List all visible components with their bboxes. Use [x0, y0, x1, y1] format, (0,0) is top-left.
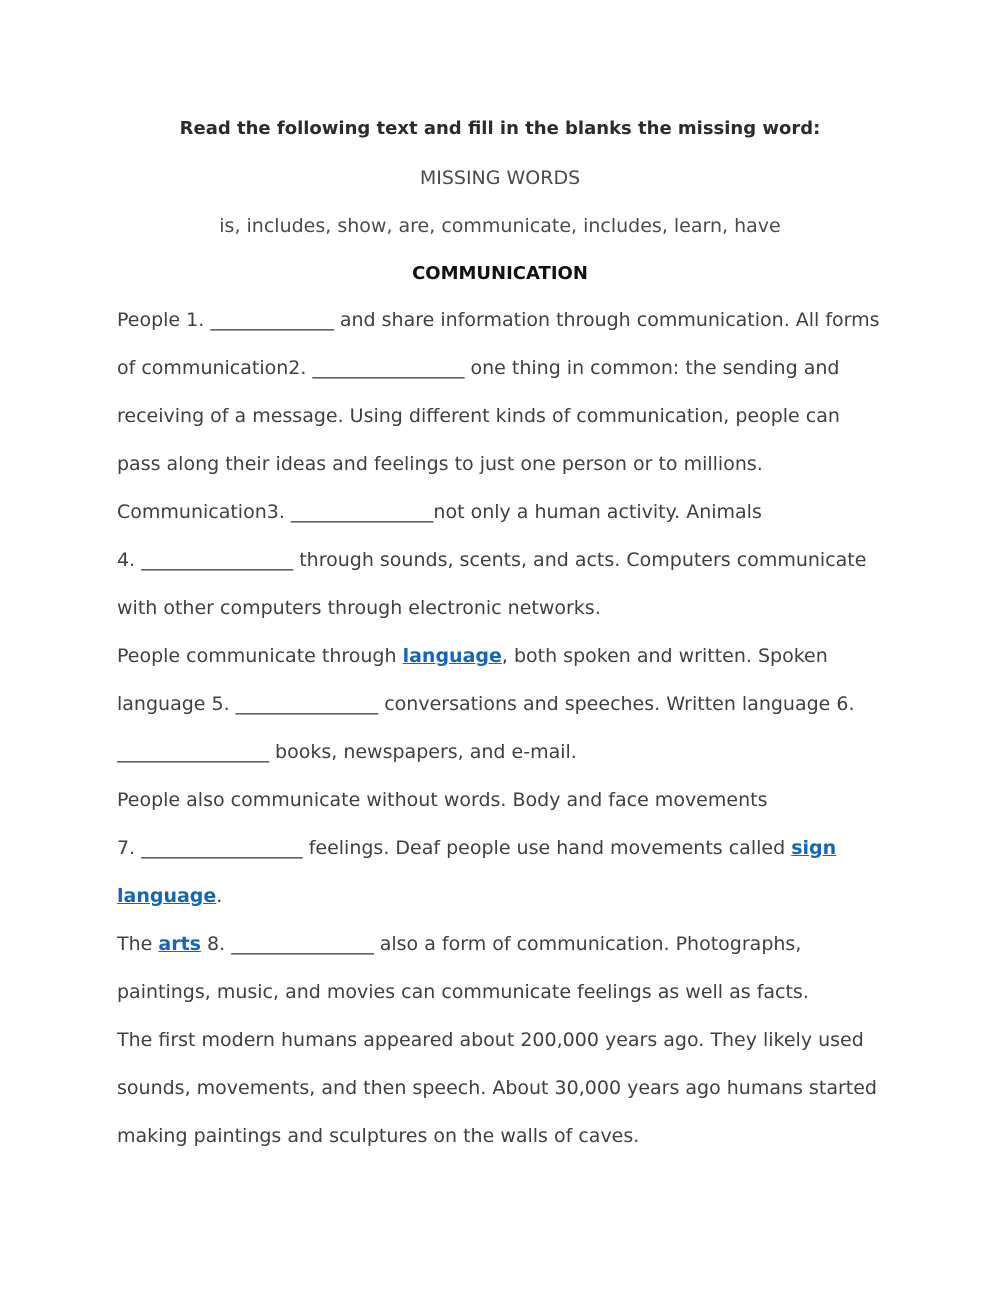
line14-pre: The	[117, 933, 159, 955]
text-line-10: ________________ books, newspapers, and e-mail.	[117, 741, 577, 763]
missing-words-heading: MISSING WORDS	[419, 167, 581, 189]
text-line-7: with other computers through electronic networks.	[117, 597, 601, 619]
text-line-5: Communication3. _______________not only a human activity. Animals	[117, 501, 762, 523]
text-line-16: The first modern humans appeared about 200,000 years ago. They likely used	[117, 1029, 864, 1051]
section-title: COMMUNICATION	[412, 263, 588, 284]
text-line-2: of communication2. ________________ one thing in common: the sending and	[117, 357, 840, 379]
text-line-13	[117, 883, 222, 909]
missing-words-list: is, includes, show, are, communicate, includes, learn, have	[219, 215, 781, 237]
text-line-4: pass along their ideas and feelings to just one person or to millions.	[117, 453, 763, 475]
text-line-11: People also communicate without words. Body and face movements	[117, 789, 768, 811]
text-line-14	[117, 931, 801, 957]
text-line-9: language 5. _______________ conversations and speeches. Written language 6.	[117, 693, 855, 715]
line13-post: .	[216, 885, 223, 907]
text-line-12	[117, 835, 836, 861]
text-line-1: People 1. _____________ and share information through communication. All forms	[117, 309, 880, 331]
arts-link[interactable]: arts	[158, 933, 201, 955]
text-line-17: sounds, movements, and then speech. About 30,000 years ago humans started	[117, 1077, 877, 1099]
instructions: Read the following text and fill in the blanks the missing word:	[179, 118, 821, 139]
language-link[interactable]: language	[402, 645, 502, 667]
text-line-18: making paintings and sculptures on the walls of caves.	[117, 1125, 640, 1147]
text-line-8	[117, 643, 828, 669]
text-line-6: 4. ________________ through sounds, scents, and acts. Computers communicate	[117, 549, 867, 571]
line14-post: 8. _______________ also a form of communication. Photographs,	[200, 933, 802, 955]
sign-language-link[interactable]: language	[117, 885, 217, 907]
line12-pre: 7. _________________ feelings. Deaf people use hand movements called	[117, 837, 792, 859]
text-line-15: paintings, music, and movies can communicate feelings as well as facts.	[117, 981, 809, 1003]
line8-pre: People communicate through	[117, 645, 403, 667]
text-line-3: receiving of a message. Using different kinds of communication, people can	[117, 405, 840, 427]
sign-link[interactable]: sign	[791, 837, 837, 859]
line8-post: , both spoken and written. Spoken	[501, 645, 828, 667]
